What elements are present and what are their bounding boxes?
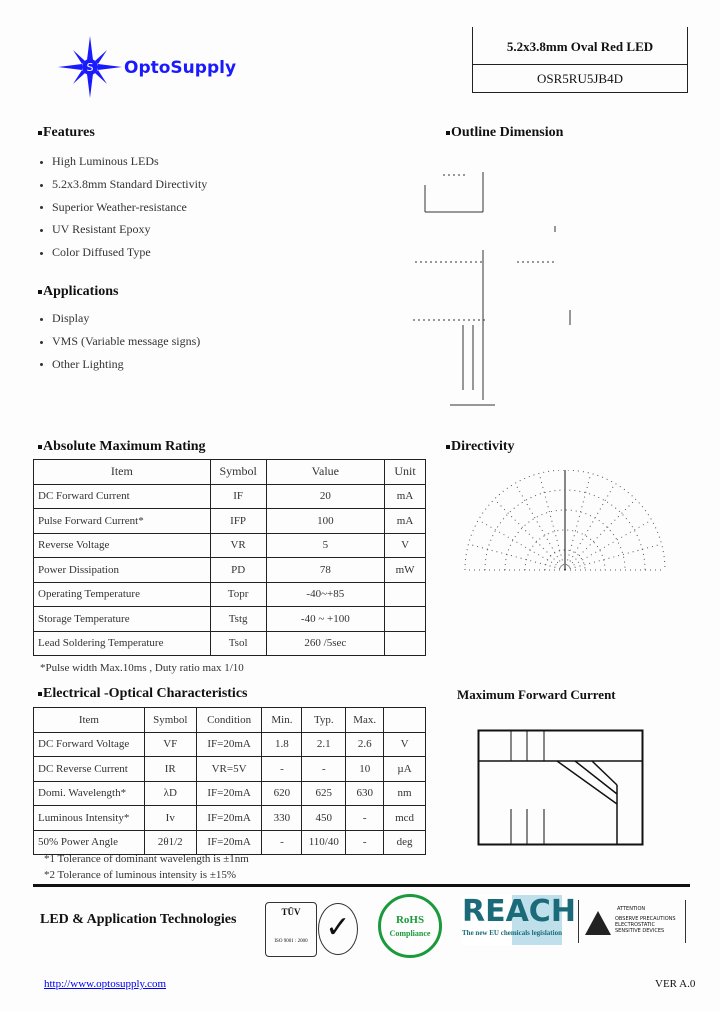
col-symbol: Symbol	[210, 460, 266, 485]
polar-grid-ray	[565, 483, 615, 570]
table-cell: 450	[302, 806, 346, 831]
directivity-polar-plot	[460, 470, 670, 580]
eoc-table	[33, 707, 426, 855]
table-row	[34, 558, 426, 583]
table-cell: Reverse Voltage	[34, 533, 211, 558]
features-list	[40, 150, 207, 264]
table-cell: 100	[266, 509, 385, 534]
table-cell: DC Forward Current	[34, 484, 211, 509]
table-header	[34, 460, 426, 485]
list-item: Superior Weather-resistance	[40, 196, 207, 219]
table-row	[34, 781, 426, 806]
col-symbol: Symbol	[144, 708, 196, 733]
eoc-heading: Electrical -Optical Characteristics	[38, 686, 247, 702]
table-cell: 5	[266, 533, 385, 558]
table-cell: 2.1	[302, 732, 346, 757]
esd-warning: ATTENTION OBSERVE PRECAUTIONS ELECTROSTATIC SENSITIVE DEVICES	[578, 900, 686, 943]
table-cell: IF=20mA	[196, 781, 262, 806]
certified-check-icon: ✓	[318, 903, 358, 955]
table-cell: IF=20mA	[196, 732, 262, 757]
table-row	[34, 607, 426, 632]
table-cell: 260 /5sec	[266, 631, 385, 656]
table-cell: VR=5V	[196, 757, 262, 782]
table-cell: 50% Power Angle	[34, 830, 145, 855]
tagline: LED & Application Technologies	[40, 912, 237, 927]
table-cell: VR	[210, 533, 266, 558]
col-typ: Typ.	[302, 708, 346, 733]
table-cell: Tsol	[210, 631, 266, 656]
table-cell: 630	[346, 781, 384, 806]
svg-text:S: S	[86, 61, 94, 74]
table-cell: µA	[384, 757, 426, 782]
table-cell: Pulse Forward Current*	[34, 509, 211, 534]
polar-grid-ray	[565, 544, 662, 570]
table-cell: deg	[384, 830, 426, 855]
table-cell: IF	[210, 484, 266, 509]
table-cell: Power Dissipation	[34, 558, 211, 583]
polar-grid-ray	[468, 544, 565, 570]
table-cell: Topr	[210, 582, 266, 607]
table-cell: 330	[262, 806, 302, 831]
max-forward-heading: Maximum Forward Current	[457, 687, 616, 702]
table-cell: Luminous Intensity*	[34, 806, 145, 831]
table-cell: DC Forward Voltage	[34, 732, 145, 757]
table-cell: Storage Temperature	[34, 607, 211, 632]
outline-drawing	[405, 160, 585, 410]
table-cell: V	[385, 533, 426, 558]
table-cell: Iv	[144, 806, 196, 831]
table-cell: -	[302, 757, 346, 782]
footer-divider	[33, 884, 690, 887]
col-condition: Condition	[196, 708, 262, 733]
table-cell	[385, 582, 426, 607]
table-row	[34, 757, 426, 782]
title-box	[472, 27, 688, 93]
table-row	[34, 806, 426, 831]
col-item: Item	[34, 708, 145, 733]
product-title: 5.2x3.8mm Oval Red LED	[473, 27, 687, 65]
esd-warning-icon	[584, 910, 612, 936]
amr-heading: Absolute Maximum Rating	[38, 439, 206, 455]
table-cell: V	[384, 732, 426, 757]
list-item: High Luminous LEDs	[40, 150, 207, 173]
col-min: Min.	[262, 708, 302, 733]
table-cell: 20	[266, 484, 385, 509]
polar-grid-ray	[565, 520, 652, 570]
col-max: Max.	[346, 708, 384, 733]
table-cell: 2θ1/2	[144, 830, 196, 855]
features-heading: Features	[38, 125, 95, 141]
table-row	[34, 582, 426, 607]
table-cell: DC Reverse Current	[34, 757, 145, 782]
table-cell: mA	[385, 484, 426, 509]
polar-grid-ray	[494, 499, 565, 570]
table-cell: 10	[346, 757, 384, 782]
table-cell: -40 ~ +100	[266, 607, 385, 632]
table-cell: -40~+85	[266, 582, 385, 607]
tuv-badge: TÜV ISO 9001 : 2000	[265, 902, 317, 957]
table-cell: IF=20mA	[196, 830, 262, 855]
table-row	[34, 830, 426, 855]
table-cell: -	[346, 806, 384, 831]
outline-heading: Outline Dimension	[446, 125, 563, 141]
list-item: VMS (Variable message signs)	[40, 330, 200, 353]
table-row	[34, 509, 426, 534]
table-cell: 2.6	[346, 732, 384, 757]
col-unit: Unit	[385, 460, 426, 485]
list-item: Display	[40, 307, 200, 330]
eoc-note-1: *1 Tolerance of dominant wavelength is ±1nm	[44, 853, 249, 865]
reach-badge: REACH The new EU chemicals legislation	[462, 895, 562, 945]
table-cell: -	[262, 757, 302, 782]
applications-heading: Applications	[38, 284, 118, 300]
polar-grid-ray	[478, 520, 565, 570]
table-cell: mW	[385, 558, 426, 583]
col-value: Value	[266, 460, 385, 485]
list-item: UV Resistant Epoxy	[40, 218, 207, 241]
col-unit	[384, 708, 426, 733]
table-cell	[385, 631, 426, 656]
list-item: 5.2x3.8mm Standard Directivity	[40, 173, 207, 196]
table-cell: mcd	[384, 806, 426, 831]
table-cell: 1.8	[262, 732, 302, 757]
polar-grid-ray	[539, 473, 565, 570]
table-cell: mA	[385, 509, 426, 534]
table-row	[34, 484, 426, 509]
max-forward-current-chart	[477, 729, 645, 847]
table-cell: VF	[144, 732, 196, 757]
table-cell	[385, 607, 426, 632]
version: VER A.0	[655, 978, 696, 990]
table-cell: PD	[210, 558, 266, 583]
table-cell: 78	[266, 558, 385, 583]
applications-list	[40, 307, 200, 375]
amr-table	[33, 459, 426, 656]
list-item: Color Diffused Type	[40, 241, 207, 264]
polar-grid-ray	[565, 473, 591, 570]
table-cell: λD	[144, 781, 196, 806]
polar-grid-ray	[515, 483, 565, 570]
amr-footnote: *Pulse width Max.10ms , Duty ratio max 1/10	[40, 662, 244, 674]
table-cell: 110/40	[302, 830, 346, 855]
table-cell: nm	[384, 781, 426, 806]
table-cell: Operating Temperature	[34, 582, 211, 607]
part-number: OSR5RU5JB4D	[537, 71, 623, 86]
directivity-heading: Directivity	[446, 439, 515, 455]
table-cell: -	[346, 830, 384, 855]
table-cell: IFP	[210, 509, 266, 534]
website-link[interactable]: http://www.optosupply.com	[44, 978, 167, 990]
col-item: Item	[34, 460, 211, 485]
table-row	[34, 533, 426, 558]
list-item: Other Lighting	[40, 353, 200, 376]
eoc-note-2: *2 Tolerance of luminous intensity is ±15%	[44, 869, 237, 881]
table-cell: IR	[144, 757, 196, 782]
polar-grid-ray	[565, 499, 636, 570]
table-cell: IF=20mA	[196, 806, 262, 831]
table-cell: -	[262, 830, 302, 855]
table-cell: Lead Soldering Temperature	[34, 631, 211, 656]
table-cell: Tstg	[210, 607, 266, 632]
table-cell: 625	[302, 781, 346, 806]
table-row	[34, 631, 426, 656]
table-header	[34, 708, 426, 733]
rohs-badge: RoHS Compliance	[378, 894, 442, 958]
optosupply-logo-icon	[58, 36, 128, 98]
table-row	[34, 732, 426, 757]
brand-name: OptoSupply	[124, 58, 237, 78]
table-cell: Domi. Wavelength*	[34, 781, 145, 806]
table-cell: 620	[262, 781, 302, 806]
